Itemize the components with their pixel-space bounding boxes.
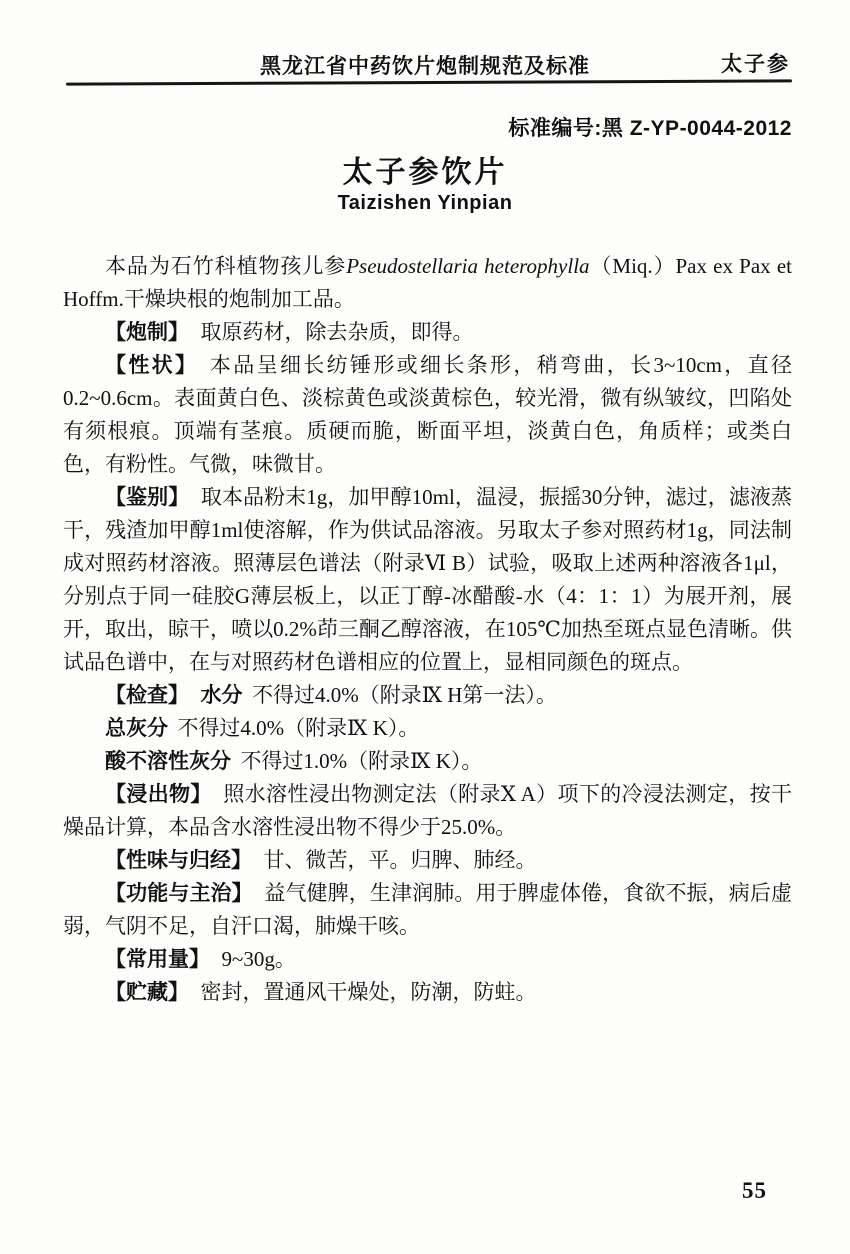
chapter-title: 太子参: [721, 53, 790, 76]
section-paozhi: [63, 316, 792, 349]
running-header: [0, 0, 850, 100]
section-text: 取本品粉末1g，加甲醇10ml，温浸，振摇30分钟，滤过，滤液蒸干，残渣加甲醇1ml使溶解，作为供试品溶液。另取太子参对照药材1g，同法制成对照药材溶液。照薄层色谱法（附录Ⅵ B）试验，吸取上述两种溶液各1μl，分别点于同一硅胶G薄层板上，以正丁醇-冰醋酸-水（4：1：1）为展开剂，展开，取出，晾干，喷以0.2%茚三酮乙醇溶液，在105℃加热至斑点显色清晰。供试品色谱中，在与对照药材色谱相应的位置上，显相同颜色的斑点。: [63, 485, 793, 674]
section-label: 【性味与归经】: [105, 849, 252, 872]
section-text: 益气健脾，生津润肺。用于脾虚体倦，食欲不振，病后虚弱，气阴不足，自汗口渴，肺燥干咳。: [63, 881, 792, 938]
section-zonghuifen: [63, 712, 792, 745]
intro-text-before: 本品为石竹科植物孩儿参: [105, 254, 347, 278]
section-text: 取原药材，除去杂质，即得。: [200, 320, 474, 344]
section-gongnengyuzhuzhi: [63, 877, 792, 943]
header-rule: [66, 79, 792, 85]
section-xingzhuang: [63, 349, 792, 481]
check-item-label: 酸不溶性灰分: [105, 750, 231, 773]
section-label: 【常用量】: [105, 948, 210, 971]
section-text: 不得过1.0%（附录Ⅸ K）。: [240, 749, 483, 773]
page-title: 太子参饮片: [342, 156, 508, 189]
section-suanburongxinghuifen: [63, 745, 792, 778]
section-jinchuwu: [63, 778, 792, 844]
intro-text-after: （Miq.）Pax ex Pax et Hoffm.干燥块根的炮制加工品。: [63, 254, 793, 311]
check-item-label: 总灰分: [105, 717, 168, 740]
latin-name: Pseudostellaria heterophylla: [346, 254, 590, 278]
check-item-label: 水分: [200, 684, 243, 707]
section-text: 密封，置通风干燥处，防潮，防蛀。: [200, 980, 537, 1004]
section-label: 【功能与主治】: [105, 882, 253, 905]
page-title-pinyin: Taizishen Yinpian: [337, 192, 513, 214]
section-label: 【炮制】: [105, 321, 189, 344]
book-title: 黑龙江省中药饮片炮制规范及标准: [260, 55, 590, 78]
document-body: [63, 250, 792, 1009]
section-zhucang: [63, 976, 792, 1009]
section-text: 照水溶性浸出物测定法（附录Ⅹ A）项下的冷浸法测定，按干燥品计算，本品含水溶性浸出物不得少于25.0%。: [63, 782, 792, 839]
section-label: 【浸出物】: [105, 783, 212, 806]
section-text: 本品呈细长纺锤形或细长条形，稍弯曲，长3~10cm，直径0.2~0.6cm。表面黄白色、淡棕黄色或淡黄棕色，较光滑，微有纵皱纹，凹陷处有须根痕。顶端有茎痕。质硬而脆，断面平坦，淡黄白色，角质样；或类白色，有粉性。气微，味微甘。: [63, 353, 792, 476]
section-label: 【检查】: [105, 684, 189, 707]
section-label: 【贮藏】: [105, 981, 189, 1004]
page-number: 55: [742, 1178, 767, 1203]
section-text: 甘、微苦，平。归脾、肺经。: [263, 848, 537, 872]
section-text: 不得过4.0%（附录Ⅸ H第一法）。: [251, 683, 557, 707]
section-jiancha: [63, 679, 792, 712]
section-label: 【性状】: [105, 354, 199, 377]
section-changyongliang: [63, 943, 792, 976]
intro-paragraph: [63, 250, 792, 316]
section-text: 不得过4.0%（附录Ⅸ K）。: [177, 716, 420, 740]
section-label: 【鉴别】: [105, 486, 190, 509]
section-xingweiyuguijing: [63, 844, 792, 877]
section-jianbie: [63, 481, 792, 679]
standard-number: 标准编号:黑 Z-YP-0044-2012: [508, 117, 792, 140]
section-text: 9~30g。: [221, 947, 296, 971]
